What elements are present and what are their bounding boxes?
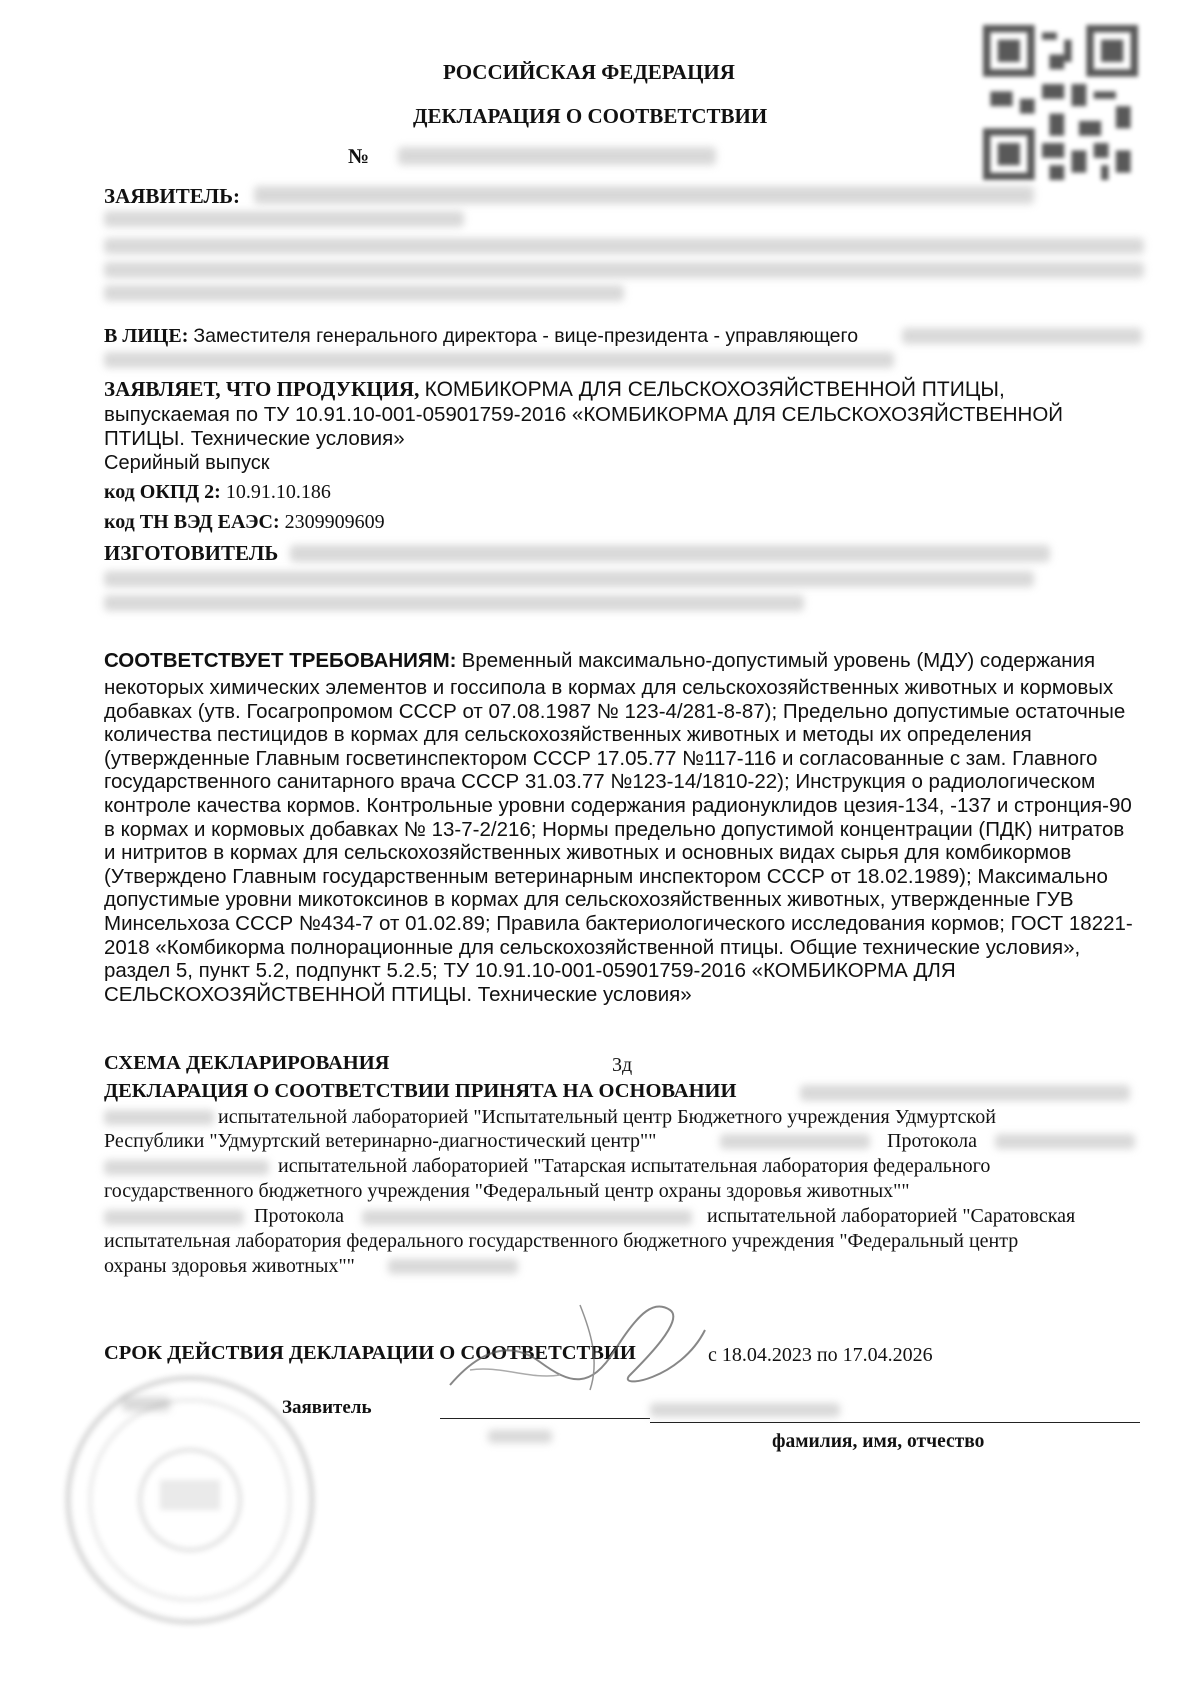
requirements-line: некоторых химических элементов и госсипола в кормах для сельскохозяйственных животных и кормовых [104, 676, 1114, 699]
redacted-protocol-3-lab-id [388, 1259, 518, 1274]
represented-by-line [104, 325, 858, 348]
redacted-representative-1 [902, 328, 1142, 344]
represented-by-text: Заместителя генерального директора - вице-президента - управляющего [193, 325, 859, 347]
signature-applicant-label: Заявитель [282, 1397, 372, 1418]
redacted-applicant-name-1 [254, 186, 1034, 204]
requirements-line: (Утверждено Главным государственным ветеринарным инспектором СССР от 18.02.1989); Максимально [104, 864, 1108, 888]
redacted-manufacturer-3 [104, 595, 804, 611]
tnved-label: код ТН ВЭД ЕАЭС: [104, 511, 280, 533]
declares-line [104, 377, 1005, 402]
requirements-line: количества пестицидов в кормах для сельскохозяйственных животных и методы их определения [104, 723, 1032, 747]
scheme-value: 3д [612, 1054, 633, 1076]
requirements-line: государственного санитарного врача СССР 31.03.77 №123-14/1810-22); Инструкция о радиологическом [104, 770, 1096, 794]
redacted-protocol-3-lab [104, 1210, 244, 1225]
requirements-line: в кормах и кормовых добавках № 13-7-2/216; Нормы предельно допустимой концентрации (ПДК) нитратов [104, 817, 1125, 841]
handwritten-signature-icon [440, 1290, 720, 1410]
fio-caption: фамилия, имя, отчество [772, 1431, 985, 1452]
basis-line2: Республики "Удмуртский ветеринарно-диагностический центр"" [104, 1130, 657, 1152]
okpd-line [104, 481, 331, 504]
represented-by-label: В ЛИЦЕ [104, 325, 182, 347]
redacted-applicant-name-2 [104, 211, 464, 227]
basis-line3: испытательной лабораторией "Татарская испытательная лаборатория федерального [278, 1155, 991, 1177]
redacted-protocol-2-date [104, 1160, 269, 1175]
requirements-line: допустимые уровни микотоксинов в кормах для сельскохозяйственных животных, утвержденные ГУВ [104, 888, 1074, 912]
redacted-protocol-2 [995, 1134, 1135, 1149]
number-sign: № [348, 144, 370, 168]
requirements-label: СООТВЕТСТВУЕТ ТРЕБОВАНИЯМ: [104, 649, 457, 672]
signature-line [440, 1418, 650, 1419]
redacted-protocol-1 [800, 1085, 1130, 1101]
basis-line4: государственного бюджетного учреждения "Федеральный центр охраны здоровья животных"" [104, 1180, 910, 1202]
redacted-protocol-3 [362, 1210, 692, 1225]
redacted-manufacturer-2 [104, 571, 1034, 587]
redacted-manufacturer-1 [290, 545, 1050, 562]
requirements-line: добавках (утв. Госагропромом СССР от 07.08.1987 № 123-4/281-8-87); Предельно допустимые остаточные [104, 699, 1126, 723]
represented-by-colon: : [181, 325, 189, 347]
redacted-applicant-address-1 [104, 238, 1144, 254]
validity-label: СРОК ДЕЙСТВИЯ ДЕКЛАРАЦИИ О СООТВЕТСТВИИ [104, 1342, 636, 1364]
okpd-value: 10.91.10.186 [225, 481, 331, 503]
redacted-number [398, 147, 716, 165]
header-doc-title: ДЕКЛАРАЦИЯ О СООТВЕТСТВИИ [413, 104, 768, 128]
seal-stamp-icon [60, 1370, 320, 1630]
manufacturer-label: ИЗГОТОВИТЕЛЬ [104, 541, 279, 565]
declares-line2: выпускаемая по ТУ 10.91.10-001-05901759-2016 «КОМБИКОРМА ДЛЯ СЕЛЬСКОХОЗЯЙСТВЕННОЙ [104, 403, 1064, 426]
declares-label: ЗАЯВЛЯЕТ, ЧТО ПРОДУКЦИЯ, [104, 377, 420, 401]
requirements-line: (утвержденные Главным госветинспектором СССР 17.05.77 №117-116 и согласованные с зам. Главного [104, 746, 1098, 770]
validity-value: с 18.04.2023 по 17.04.2026 [708, 1344, 933, 1366]
basis-label: ДЕКЛАРАЦИЯ О СООТВЕТСТВИИ ПРИНЯТА НА ОСНОВАНИИ [104, 1080, 737, 1102]
header-country: РОССИЙСКАЯ ФЕДЕРАЦИЯ [443, 60, 735, 84]
scheme-label: СХЕМА ДЕКЛАРИРОВАНИЯ [104, 1052, 390, 1074]
requirements-first-text: Временный максимально-допустимый уровень (МДУ) содержания [461, 649, 1096, 672]
requirements-first-line [104, 649, 1095, 673]
redacted-protocol-1-date [104, 1110, 214, 1125]
redacted-signature-caption [488, 1430, 552, 1443]
basis-line5: испытательной лабораторией "Саратовская [707, 1205, 1076, 1227]
basis-line5-protocol: Протокола [254, 1205, 344, 1227]
requirements-line: СЕЛЬСКОХОЗЯЙСТВЕННОЙ ПТИЦЫ. Технические условия» [104, 982, 692, 1006]
tnved-line [104, 511, 385, 534]
requirements-line: раздел 5, пункт 5.2, подпункт 5.2.5; ТУ 10.91.10-001-05901759-2016 «КОМБИКОРМА ДЛЯ [104, 959, 956, 983]
redacted-protocol-2-lab [720, 1134, 870, 1149]
serial-release: Серийный выпуск [104, 452, 270, 474]
okpd-label: код ОКПД 2: [104, 481, 221, 503]
requirements-body [104, 676, 1133, 1006]
redacted-applicant-address-2 [104, 262, 1144, 278]
qr-code-icon [983, 25, 1138, 180]
fio-line [650, 1422, 1140, 1423]
applicant-label: ЗАЯВИТЕЛЬ: [104, 184, 241, 208]
redacted-representative-2 [104, 352, 894, 368]
basis-line7: охраны здоровья животных"" [104, 1255, 355, 1277]
basis-line2-protocol: Протокола [887, 1130, 977, 1152]
requirements-line: Минсельхоза СССР №434-7 от 01.02.89; Правила бактериологического исследования кормов; ГОСТ 18221- [104, 911, 1133, 935]
declares-line3: ПТИЦЫ. Технические условия» [104, 427, 405, 450]
redacted-applicant-address-3 [104, 285, 624, 301]
basis-line1: испытательной лабораторией "Испытательный центр Бюджетного учреждения Удмуртской [218, 1106, 996, 1128]
basis-line6: испытательная лаборатория федерального государственного бюджетного учреждения "Федеральный центр [104, 1230, 1019, 1252]
requirements-line: 2018 «Комбикорма полнорационные для сельскохозяйственной птицы. Общие технические условия», [104, 935, 1081, 959]
requirements-line: контроле качества кормов. Контрольные уровни содержания радионуклидов цезия-134, -137 и стронция-90 [104, 793, 1132, 817]
tnved-value: 2309909609 [284, 511, 385, 533]
requirements-line: и нитритов в кормах для сельскохозяйственных животных и основных видах сырья для комбикормов [104, 841, 1072, 865]
declares-product: КОМБИКОРМА ДЛЯ СЕЛЬСКОХОЗЯЙСТВЕННОЙ ПТИЦЫ, [424, 378, 1005, 401]
